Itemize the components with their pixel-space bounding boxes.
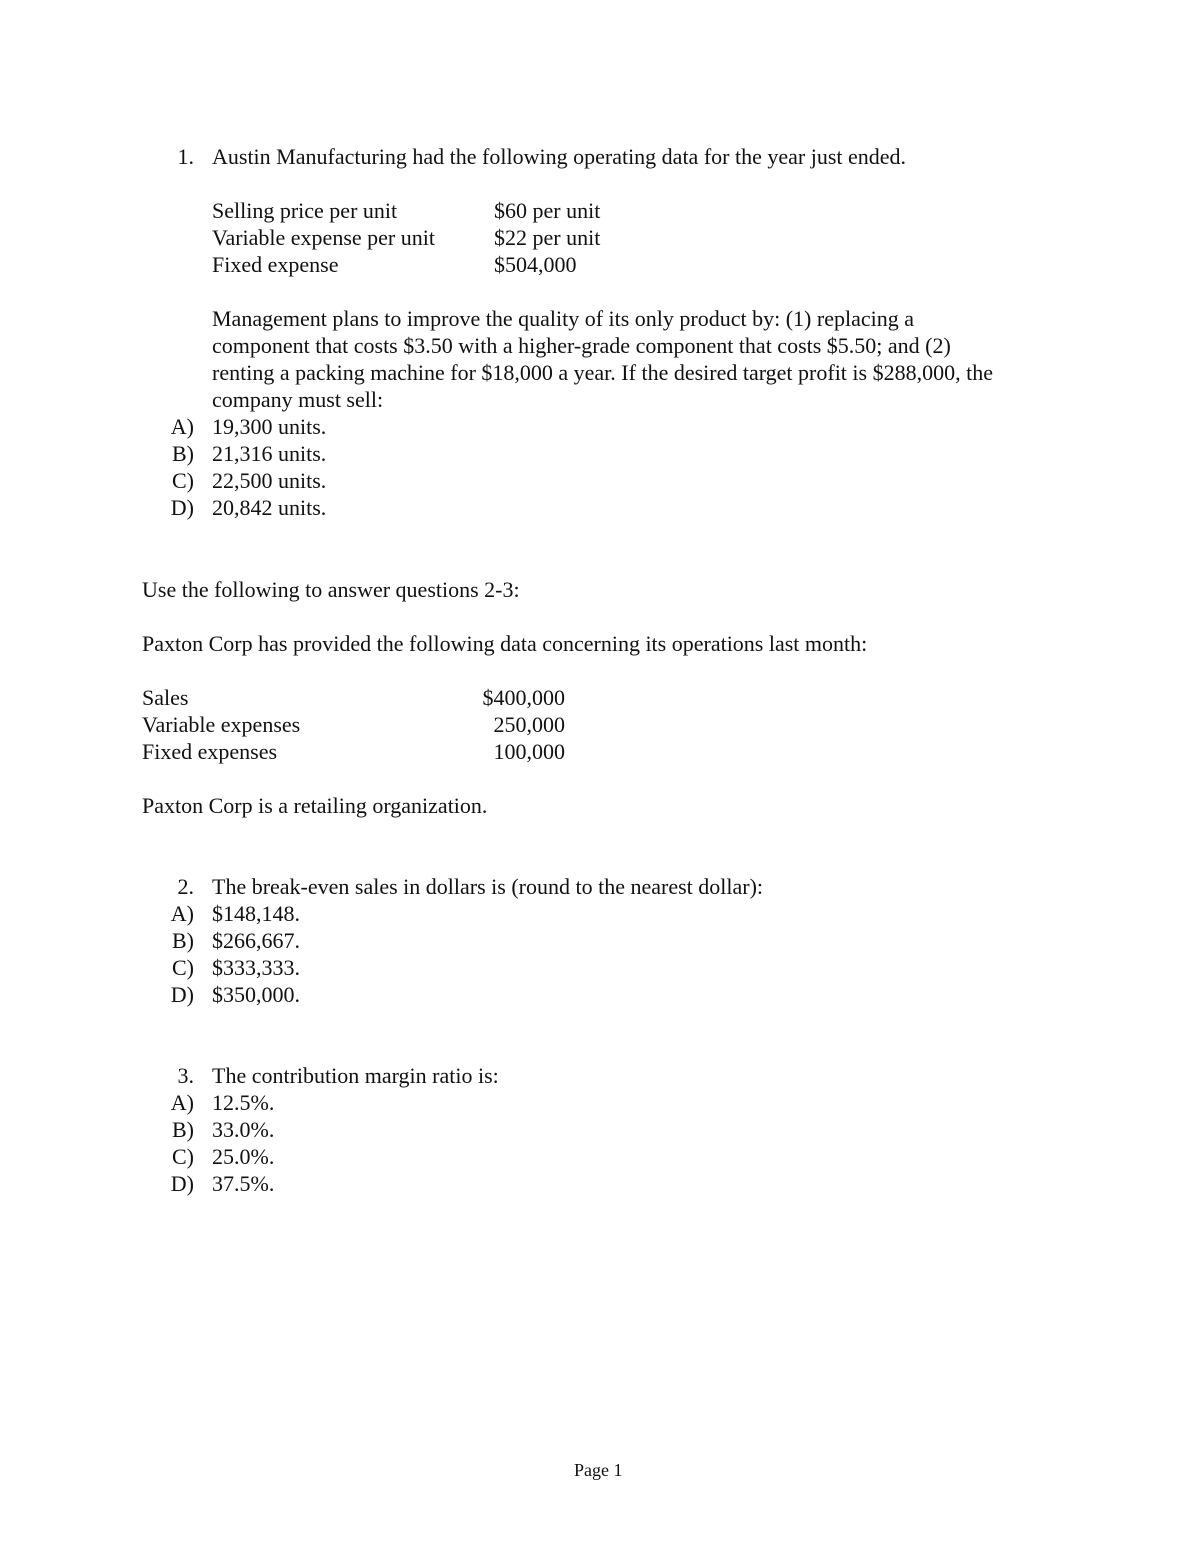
q1-body-line: component that costs $3.50 with a higher-grade component that costs $5.50; and (2) [212, 333, 951, 358]
group-table-label: Sales [142, 685, 189, 710]
q2-option-text: $148,148. [212, 901, 300, 926]
q1-table-value: $60 per unit [494, 198, 601, 223]
q1-table-value: $22 per unit [494, 225, 601, 250]
q1-option-text: 21,316 units. [212, 441, 327, 466]
question-3-number: 3. [177, 1063, 194, 1088]
q3-option-letter: B) [172, 1117, 194, 1142]
question-1-number: 1. [177, 144, 194, 169]
q2-option-letter: D) [170, 982, 194, 1007]
q1-table-label: Variable expense per unit [212, 225, 435, 250]
q2-option-text: $350,000. [212, 982, 300, 1007]
q3-option-text: 33.0%. [212, 1117, 275, 1142]
q1-option-text: 20,842 units. [212, 495, 327, 520]
page-number: Page 1 [574, 1460, 623, 1480]
q3-option-text: 25.0%. [212, 1144, 275, 1169]
question-2-stem: The break-even sales in dollars is (round to the nearest dollar): [212, 874, 764, 899]
q1-option-letter: C) [172, 468, 194, 493]
q2-option-letter: A) [170, 901, 194, 926]
q3-option-text: 37.5%. [212, 1171, 275, 1196]
q2-option-text: $266,667. [212, 928, 300, 953]
q1-option-text: 22,500 units. [212, 468, 327, 493]
q1-option-letter: B) [172, 441, 194, 466]
q2-option-letter: C) [172, 955, 194, 980]
group-table-label: Variable expenses [142, 712, 301, 737]
q1-table-value: $504,000 [494, 252, 577, 277]
q1-body-line: Management plans to improve the quality of its only product by: (1) replacing a [212, 306, 914, 331]
group-table-value: 100,000 [493, 739, 565, 764]
q3-option-letter: D) [170, 1171, 194, 1196]
group-note: Paxton Corp is a retailing organization. [142, 793, 488, 818]
question-2-number: 2. [177, 874, 194, 899]
group-table-value: 250,000 [493, 712, 565, 737]
question-1-stem: Austin Manufacturing had the following operating data for the year just ended. [212, 144, 907, 169]
q3-option-letter: C) [172, 1144, 194, 1169]
q1-table-label: Selling price per unit [212, 198, 398, 223]
q1-body-line: renting a packing machine for $18,000 a year. If the desired target profit is $288,000, the [212, 360, 993, 385]
q1-body-line: company must sell: [212, 387, 384, 412]
q3-option-letter: A) [170, 1090, 194, 1115]
question-3-stem: The contribution margin ratio is: [212, 1063, 499, 1088]
q3-option-text: 12.5%. [212, 1090, 275, 1115]
group-table-label: Fixed expenses [142, 739, 278, 764]
group-table-value: $400,000 [482, 685, 565, 710]
q2-option-letter: B) [172, 928, 194, 953]
group-context: Paxton Corp has provided the following data concerning its operations last month: [142, 631, 868, 656]
q2-option-text: $333,333. [212, 955, 300, 980]
q1-table-label: Fixed expense [212, 252, 339, 277]
q1-option-letter: D) [170, 495, 194, 520]
q1-option-letter: A) [170, 414, 194, 439]
group-intro: Use the following to answer questions 2-3: [142, 577, 520, 602]
q1-option-text: 19,300 units. [212, 414, 327, 439]
